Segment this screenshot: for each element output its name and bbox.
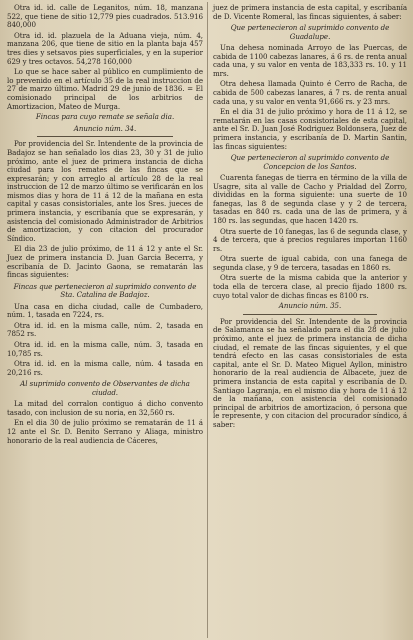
right-paragraph: Una dehesa nominada Arroyo de las Puercas, de cabida de 1100 cabezas lanares, á 6 rs. de renta anual cada una, y su valor en venta de 183,333 rs. 10. y 11 mrs. xyxy=(213,43,407,78)
right-paragraph: Por providencia del Sr. Intendente de la provincia de Salamanca se ha señalado para el dia 28 de julio próximo, ante el juez de primera instancia de dicha ciudad, el remate de las fincas siguientes, y el que tendrá efecto en las casas consistoriales de esta capital, ante el Sr. D. Mateo Miguel Ayllon, ministro honorario de la real audiencia de Albacete, juez de primera instancia de esta capital y escribanía de D. Santiago Lagranja, en el mismo dia y hora de 11 á 12 de la mañana, con asistencia del comisionado principal de arbitrios de amortizacion, ó persona que le represente, y con citacion del procurador síndico, á saber: xyxy=(213,316,407,429)
right-paragraph: Otra dehesa llamada Quinto é Cerro de Racha, de cabida de 500 cabezas lanares, á 7 rs. de renta anual cada una, y su valor en venta 91,666 rs. y 23 mrs. xyxy=(213,79,407,106)
left-paragraph: El dia 23 de julio próximo, de 11 á 12 y ante el Sr. Juez de primera instancia D. Juan Garcia Becerra, y escribanía de D. Jacinto Gaona, se rematarán las fincas siguientes: xyxy=(7,244,203,280)
left-paragraph: Otra id. id. en la misma calle, núm. 2, tasada en 7852 rs. xyxy=(7,320,203,339)
right-paragraph: En el dia 31 de julio próximo y hora de 11 á 12, se rematarán en las casas consistoriales de esta capital, ante el Sr. D. Juan José Rodriguez Boldonsera, Juez de primera instancia, y escribanía de D. Martin Santin, las fincas siguientes: xyxy=(213,107,407,151)
left-paragraph: Otra id. id. calle de Leganitos, núm. 18, manzana 522, que tiene de sitio 12,779 pies cuadrados. 513.916 840,000 xyxy=(7,3,203,30)
right-paragraph: juez de primera instancia de esta capital, y escribanía de D. Vicente Romeral, las fincas siguientes, á saber: xyxy=(213,3,407,21)
right-paragraph: Cuarenta fanegas de tierra en término de la villa de Usagre, sita al valle de Cacho y Prialdad del Zorro, divididas en la forma siguiente: una suerte de 10 fanegas, las 8 de segunda clase y y 2 de tercera, tasadas en 840 rs. cada una de las de primera, y á 180 rs. las segundas, que hacen 1420 rs. xyxy=(213,172,407,225)
left-paragraph: Otra id. id. en la misma calle, núm. 4 tasada en 20,216 rs. xyxy=(7,359,203,377)
left-paragraph: Otra id. id. en la misma calle, núm. 3, tasada en 10,785 rs. xyxy=(7,340,203,358)
right-column xyxy=(213,4,407,432)
right-section-heading: Que pertenecieron al suprimido convento de Concepcion de los Santos. xyxy=(230,153,390,171)
right-announcement-heading: Anuncio núm. 35. xyxy=(278,301,342,311)
column-divider xyxy=(207,2,208,638)
left-paragraph: Por providencia del Sr. Intendente de la provincia de Badajoz se han señalado los dias 23, 30 y 31 de julio próximo, ante el juez de primera instancia de dicha ciudad para los remates de las fincas que se expresarán; y con arreglo al artículo 28 de la real instruccion de 12 de marzo último se verificarán en los mismos dias y hora de 11 á 12 de la mañana en esta capital y casas consistoriales, ante los Sres. jueces de primera instancia, y escribanía que se expresarán, y asistencia del comisionado Administrador de Arbitrios de amortizacion, y con citacion del procurador Síndico. xyxy=(7,139,203,243)
right-paragraph: Otra suerte de igual cabida, con una fanega de segunda clase, y 9 de tercera, tasadas en 1860 rs. xyxy=(213,254,407,272)
right-paragraph: Otra suerte de la misma cabida que la anterior y toda ella de tercera clase, al precio fijado 1800 rs. cuyo total valor de dichas fincas es 8100 rs. xyxy=(213,273,407,300)
left-paragraph: La mitad del corralon contiguo á dicho convento tasado, con inclusion de su noria, en 32,560 rs. xyxy=(7,399,203,417)
left-announcement-heading: Anuncio núm. 34. xyxy=(73,123,137,133)
left-section-heading: Fincas que pertenecieron al suprimido convento de Sta. Catalina de Badajoz. xyxy=(13,281,197,300)
left-paragraph: Lo que se hace saber al público en cumplimiento de lo prevenido en el artículo 35 de la real instruccion de 27 de marzo último. Madrid 29 de junio de 1836. = El comisionado principal de los arbitrios de Amortizacion, Mateo de Murga. xyxy=(7,67,203,111)
left-paragraph: Una casa en dicha ciudad, calle de Cumbadero, núm. 1, tasada en 7224, rs. xyxy=(7,301,203,320)
left-rule xyxy=(37,136,173,137)
left-column xyxy=(7,4,203,447)
left-paragraph: Otra id. id. plazuela de la Aduana vieja, núm. 4, manzana 206, que tiene de sitio en la planta baja 457 tres dies y setsavos pies superficiales, y en la superior 629 y tres octavos. 54,278 160,000 xyxy=(7,30,203,66)
left-section-heading: Al suprimido convento de Observantes de dicha ciudad. xyxy=(20,379,190,397)
left-paragraph: En el dia 30 de julio próximo se rematarán de 11 á 12 ante el Sr. D. Benito Serrano y Aliaga, ministro honorario de la real audiencia de Cáceres, xyxy=(7,418,203,445)
right-rule xyxy=(243,314,377,315)
left-announcement-heading: Fincas para cuyo remate se señala dia. xyxy=(35,112,175,122)
right-paragraph: Otra suerte de 10 fanegas, las 6 de segunda clase, y 4 de tercera, que á precios regulares importan 1160 rs. xyxy=(213,226,407,253)
right-section-heading: Que pertenecieron al suprimido convento de Guadalupe. xyxy=(230,23,390,41)
